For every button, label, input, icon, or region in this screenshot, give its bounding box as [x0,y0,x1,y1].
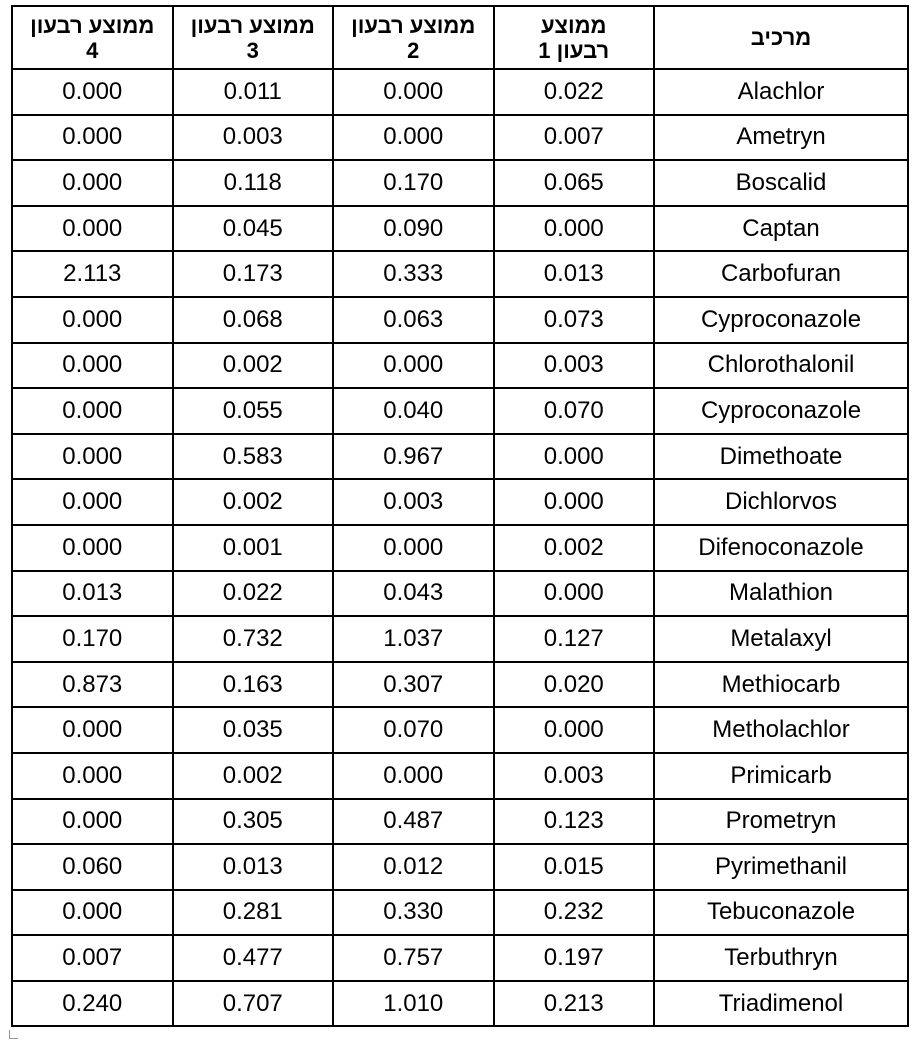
cell-q2: 0.487 [333,799,494,845]
cell-q1: 0.070 [494,388,655,434]
cell-q3: 0.068 [173,297,334,343]
cell-q1: 0.127 [494,616,655,662]
cell-q4: 0.007 [12,935,173,981]
cell-component: Carbofuran [654,251,908,297]
cell-q2: 0.757 [333,935,494,981]
table-row [12,69,908,115]
table-row [12,571,908,617]
cell-q4: 0.000 [12,525,173,571]
cell-q3: 0.002 [173,753,334,799]
cell-q3: 0.583 [173,434,334,480]
cell-q4: 0.000 [12,890,173,936]
header-q4-line2: 4 [86,37,99,63]
table-row [12,160,908,206]
table-row [12,297,908,343]
cell-q1: 0.000 [494,434,655,480]
cell-q4: 0.000 [12,160,173,206]
cell-q3: 0.173 [173,251,334,297]
cell-q4: 0.240 [12,981,173,1027]
cell-q1: 0.000 [494,707,655,753]
cell-q2: 0.000 [333,525,494,571]
cell-q1: 0.065 [494,160,655,206]
cell-component: Metalaxyl [654,616,908,662]
table-row [12,388,908,434]
cell-q2: 0.000 [333,115,494,161]
cell-q4: 0.000 [12,69,173,115]
cell-q2: 0.000 [333,69,494,115]
header-component [654,6,908,69]
table-row [12,479,908,525]
cell-component: Methiocarb [654,662,908,708]
cell-q2: 0.063 [333,297,494,343]
cell-q3: 0.002 [173,343,334,389]
cell-q1: 0.003 [494,753,655,799]
cell-q3: 0.732 [173,616,334,662]
cell-q2: 0.090 [333,206,494,252]
header-quarter-2 [333,6,494,69]
cell-component: Malathion [654,571,908,617]
header-q1-line2: רבעון 1 [538,37,610,63]
cell-q3: 0.163 [173,662,334,708]
cell-q4: 0.000 [12,753,173,799]
cell-q4: 0.060 [12,844,173,890]
cell-q1: 0.020 [494,662,655,708]
cell-q4: 0.000 [12,115,173,161]
cell-q3: 0.003 [173,115,334,161]
cell-component: Tebuconazole [654,890,908,936]
cell-q4: 0.013 [12,571,173,617]
table-row [12,662,908,708]
cell-q3: 0.477 [173,935,334,981]
table-row [12,707,908,753]
cell-component: Ametryn [654,115,908,161]
header-q4-line1: ממוצע רבעון [30,12,155,38]
header-q2-line1: ממוצע רבעון [351,12,476,38]
cell-component: Dichlorvos [654,479,908,525]
cell-q2: 0.330 [333,890,494,936]
cell-q2: 0.333 [333,251,494,297]
cell-component: Prometryn [654,799,908,845]
cell-q1: 0.007 [494,115,655,161]
table-row [12,616,908,662]
cell-q1: 0.000 [494,479,655,525]
cell-q1: 0.123 [494,799,655,845]
table-row [12,799,908,845]
cell-q2: 0.003 [333,479,494,525]
table-row [12,981,908,1027]
cell-q1: 0.213 [494,981,655,1027]
cell-q2: 0.307 [333,662,494,708]
cell-component: Dimethoate [654,434,908,480]
cell-q3: 0.707 [173,981,334,1027]
cell-component: Difenoconazole [654,525,908,571]
cell-q1: 0.073 [494,297,655,343]
cell-q3: 0.281 [173,890,334,936]
cell-q4: 0.000 [12,707,173,753]
cell-q2: 0.000 [333,753,494,799]
table-row [12,206,908,252]
cell-q3: 0.055 [173,388,334,434]
cell-q2: 0.070 [333,707,494,753]
cell-component: Chlorothalonil [654,343,908,389]
cell-component: Cyproconazole [654,297,908,343]
cell-q3: 0.305 [173,799,334,845]
header-quarter-1 [494,6,655,69]
table-row [12,890,908,936]
cell-q3: 0.035 [173,707,334,753]
table-row [12,251,908,297]
cell-q1: 0.022 [494,69,655,115]
header-q2-line2: 2 [407,37,420,63]
cell-component: Triadimenol [654,981,908,1027]
cell-component: Captan [654,206,908,252]
table-row [12,434,908,480]
pesticide-quarterly-table [11,5,909,1027]
cell-q4: 0.000 [12,388,173,434]
cell-q2: 1.010 [333,981,494,1027]
cell-q4: 2.113 [12,251,173,297]
cell-q3: 0.022 [173,571,334,617]
table-row [12,525,908,571]
table-body [12,69,908,1026]
cell-q4: 0.000 [12,343,173,389]
header-component-label: מרכיב [750,25,812,50]
cell-q2: 0.170 [333,160,494,206]
cell-q4: 0.873 [12,662,173,708]
header-q3-line1: ממוצע רבעון [190,12,315,38]
table-row [12,753,908,799]
cell-q2: 0.012 [333,844,494,890]
header-q3-line2: 3 [246,37,259,63]
cell-q1: 0.197 [494,935,655,981]
cell-q1: 0.002 [494,525,655,571]
cell-q3: 0.118 [173,160,334,206]
header-q1-line1: ממוצע [540,12,607,38]
cell-component: Pyrimethanil [654,844,908,890]
cell-component: Boscalid [654,160,908,206]
cell-q1: 0.003 [494,343,655,389]
cell-q4: 0.000 [12,479,173,525]
header-quarter-3 [173,6,334,69]
cell-q4: 0.170 [12,616,173,662]
cell-q3: 0.001 [173,525,334,571]
cell-component: Primicarb [654,753,908,799]
cell-q1: 0.000 [494,571,655,617]
table-row [12,115,908,161]
cell-q3: 0.002 [173,479,334,525]
cell-component: Metholachlor [654,707,908,753]
cell-component: Alachlor [654,69,908,115]
cell-q2: 0.967 [333,434,494,480]
cell-q1: 0.000 [494,206,655,252]
cell-component: Terbuthryn [654,935,908,981]
cell-q3: 0.011 [173,69,334,115]
table-row [12,844,908,890]
cell-q2: 1.037 [333,616,494,662]
header-row [12,6,908,69]
cell-q2: 0.000 [333,343,494,389]
cell-q3: 0.013 [173,844,334,890]
cell-q4: 0.000 [12,434,173,480]
header-quarter-4 [12,6,173,69]
cell-q2: 0.040 [333,388,494,434]
cell-q2: 0.043 [333,571,494,617]
cell-q3: 0.045 [173,206,334,252]
paragraph-mark-icon [9,1030,18,1039]
cell-q1: 0.013 [494,251,655,297]
cell-q1: 0.015 [494,844,655,890]
cell-q1: 0.232 [494,890,655,936]
cell-q4: 0.000 [12,297,173,343]
table-row [12,343,908,389]
cell-component: Cyproconazole [654,388,908,434]
cell-q4: 0.000 [12,799,173,845]
cell-q4: 0.000 [12,206,173,252]
table-row [12,935,908,981]
